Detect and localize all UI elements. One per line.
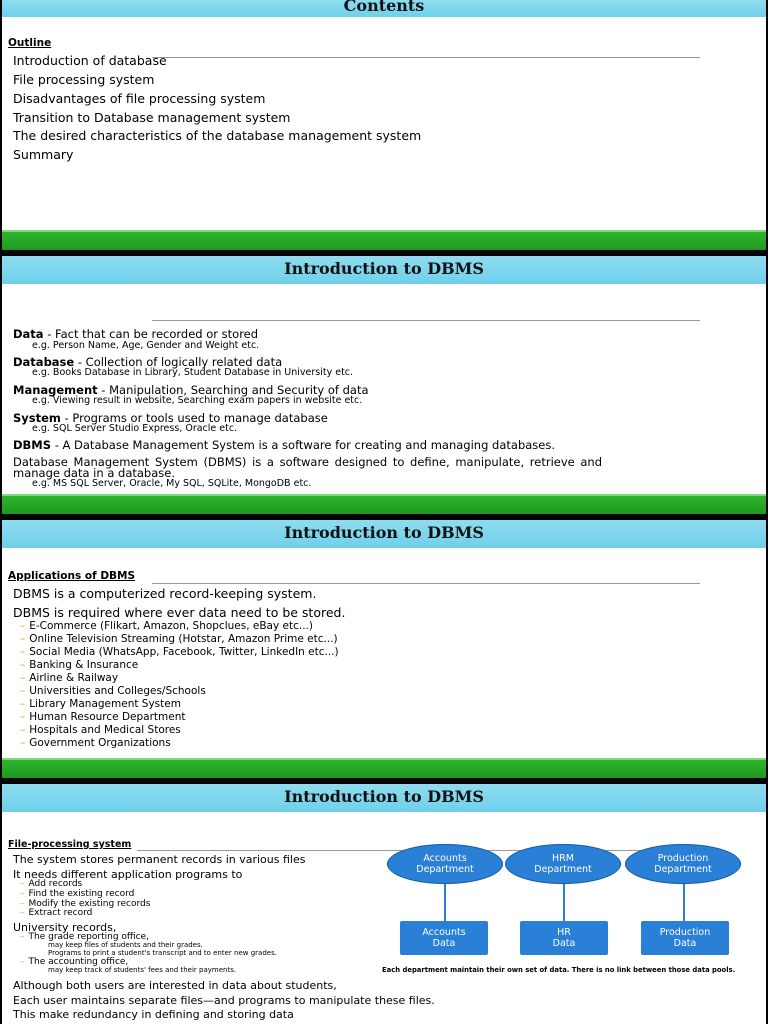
bullet: – — [20, 724, 26, 736]
list-item — [20, 724, 181, 736]
list-item-label: Find the existing record — [28, 889, 135, 899]
outline-item: Introduction of database — [13, 53, 167, 68]
outline-item: Summary — [13, 147, 74, 162]
term-desc: - Fact that can be recorded or stored — [43, 327, 259, 341]
term-desc: - Programs or tools used to manage database — [60, 411, 328, 425]
list-item — [20, 889, 134, 899]
body-line: The system stores permanent records in various files — [13, 853, 306, 866]
list-item — [20, 646, 339, 658]
bullet: – — [20, 899, 25, 909]
slide-applications — [2, 520, 766, 778]
list-item-label: The grade reporting office, — [28, 932, 149, 942]
list-item — [20, 672, 118, 684]
data-store: HR Data — [520, 921, 608, 955]
list-item-label: Airline & Railway — [29, 672, 119, 684]
list-item-label: Modify the existing records — [28, 899, 151, 909]
slide-title: Introduction to DBMS — [2, 520, 766, 548]
bullet: – — [20, 646, 26, 658]
list-item-label: E-Commerce (Flikart, Amazon, Shopclues, eBay etc...) — [29, 620, 313, 632]
section-label: Applications of DBMS — [8, 570, 136, 582]
bullet: – — [20, 659, 26, 671]
definition-line — [13, 438, 555, 452]
example: e.g. Books Database in Library, Student Database in University etc. — [32, 367, 354, 378]
body-line: It needs different application programs to — [13, 868, 243, 881]
data-store: Production Data — [641, 921, 729, 955]
list-item — [20, 737, 171, 749]
data-store: Accounts Data — [400, 921, 488, 955]
list-item-label: Library Management System — [29, 698, 181, 710]
list-item-label: Universities and Colleges/Schools — [29, 685, 206, 697]
footer-bar — [2, 230, 766, 250]
divider — [152, 320, 700, 321]
term: System — [13, 411, 61, 425]
list-item-label: Online Television Streaming (Hotstar, Amazon Prime etc...) — [29, 633, 338, 645]
outline-item: Transition to Database management system — [13, 110, 291, 125]
term: Data — [13, 327, 44, 341]
example: e.g. Person Name, Age, Gender and Weight etc. — [32, 340, 260, 351]
department-node: Production Department — [625, 844, 741, 884]
list-item — [20, 659, 138, 671]
definition-line — [13, 327, 258, 341]
list-item-label: Banking & Insurance — [29, 659, 139, 671]
list-item-label: Social Media (WhatsApp, Facebook, Twitter, LinkedIn etc...) — [29, 646, 339, 658]
bullet: – — [20, 672, 26, 684]
department-node: HRM Department — [505, 844, 621, 884]
department-node: Accounts Department — [387, 844, 503, 884]
divider — [152, 583, 700, 584]
list-item — [20, 711, 185, 723]
section-label: File-processing system — [8, 839, 132, 850]
bullet: – — [20, 879, 25, 889]
bullet: – — [20, 957, 25, 967]
term-desc: - Manipulation, Searching and Security of data — [97, 383, 369, 397]
footer-bar — [2, 494, 766, 514]
term-desc: - Collection of logically related data — [74, 355, 283, 369]
outline-item: The desired characteristics of the database management system — [13, 128, 422, 143]
bullet: – — [20, 711, 26, 723]
list-item — [20, 879, 82, 889]
list-item-label: Extract record — [28, 908, 93, 918]
bullet: – — [20, 685, 26, 697]
slide-title: Contents — [2, 0, 766, 17]
section-label: Outline — [8, 37, 52, 49]
list-item — [20, 685, 206, 697]
term-desc: - A Database Management System is a software for creating and managing databases. — [51, 438, 556, 452]
connector-line — [444, 884, 446, 921]
bullet: – — [20, 908, 25, 918]
list-item-label: Human Resource Department — [29, 711, 186, 723]
note: Programs to print a student's transcript and to enter new grades. — [48, 949, 277, 957]
slide-title: Introduction to DBMS — [2, 784, 766, 812]
list-item-label: Government Organizations — [29, 737, 171, 749]
body-line: Each user maintains separate files—and programs to manipulate these files. — [13, 994, 435, 1007]
footer-bar — [2, 758, 766, 778]
body-line: Although both users are interested in data about students, — [13, 979, 337, 992]
connector-line — [563, 884, 565, 921]
body-line: University records, — [13, 921, 117, 934]
example: e.g. SQL Server Studio Express, Oracle etc. — [32, 423, 238, 434]
outline-item: Disadvantages of file processing system — [13, 91, 266, 106]
term: Management — [13, 383, 98, 397]
dbms-line: manage data in a database. — [13, 466, 175, 480]
example: e.g. Viewing result in website, Searching exam papers in website etc. — [32, 395, 363, 406]
bullet: – — [20, 889, 25, 899]
dbms-line: Database Management System (DBMS) is a software designed to define, manipulate, retrieve and — [13, 455, 603, 469]
body-line: DBMS is a computerized record-keeping system. — [13, 586, 317, 601]
body-line: This make redundancy in defining and storing data — [13, 1008, 294, 1021]
example: e.g. MS SQL Server, Oracle, My SQL, SQLite, MongoDB etc. — [32, 478, 312, 489]
bullet: – — [20, 633, 26, 645]
term: Database — [13, 355, 75, 369]
slide-title: Introduction to DBMS — [2, 256, 766, 284]
divider — [152, 57, 700, 58]
list-item-label: The accounting office, — [28, 957, 129, 967]
slide-file-processing — [2, 784, 766, 1024]
body-line: DBMS is required where ever data need to be stored. — [13, 605, 346, 620]
list-item-label: Hospitals and Medical Stores — [29, 724, 181, 736]
list-item-label: Add records — [28, 879, 83, 889]
list-item — [20, 633, 338, 645]
bullet: – — [20, 620, 26, 632]
list-item — [20, 620, 313, 632]
diagram-caption: Each department maintain their own set of data. There is no link between those data pools. — [382, 966, 736, 974]
list-item — [20, 908, 92, 918]
slide-contents — [2, 0, 766, 250]
note: may keep files of students and their grades. — [48, 941, 203, 949]
connector-line — [683, 884, 685, 921]
note: may keep track of students' fees and their payments. — [48, 966, 237, 974]
term: DBMS — [13, 438, 52, 452]
slide-intro-dbms — [2, 256, 766, 514]
bullet: – — [20, 737, 26, 749]
bullet: – — [20, 698, 26, 710]
list-item — [20, 698, 181, 710]
bullet: – — [20, 932, 25, 942]
outline-item: File processing system — [13, 72, 155, 87]
